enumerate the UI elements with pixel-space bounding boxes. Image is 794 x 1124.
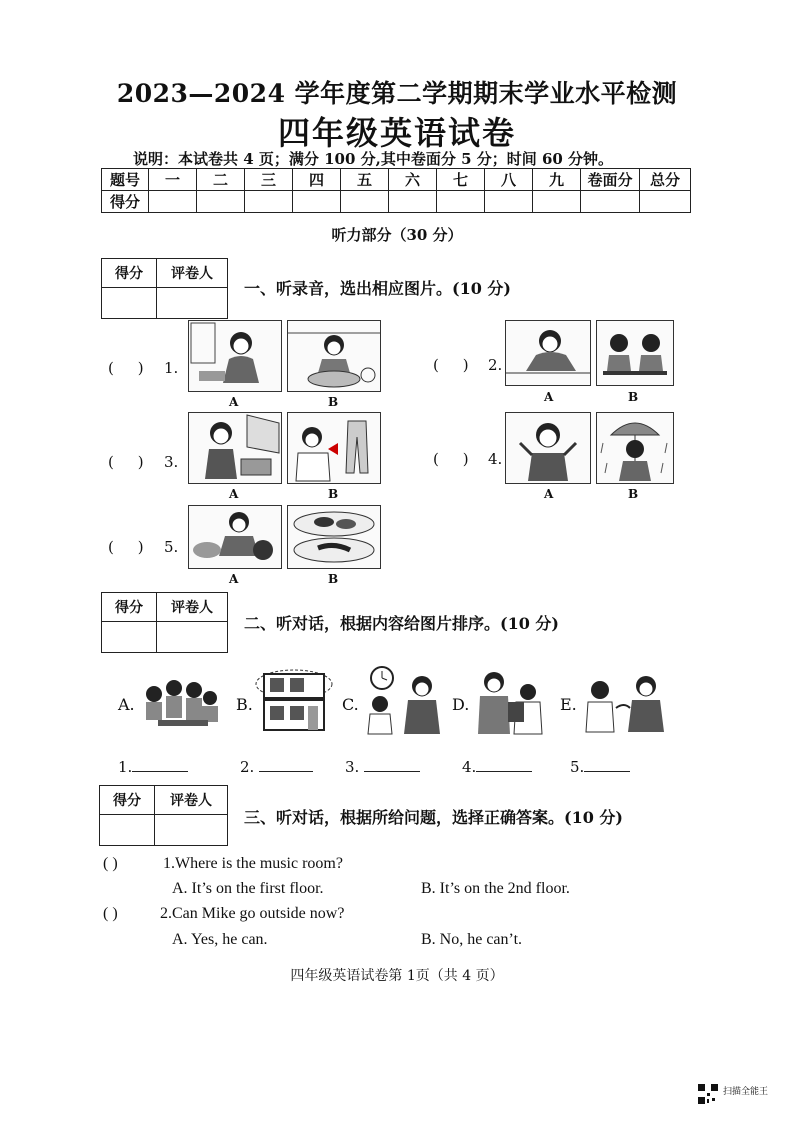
- order-number: 4.: [462, 758, 477, 776]
- answer-paren[interactable]: ( ): [433, 450, 469, 468]
- grader-score-label: 得分: [102, 259, 157, 288]
- part1-heading: 一、听录音，选出相应图片。(10 分): [244, 279, 511, 298]
- question-1-option-a: A. It’s on the first floor.: [172, 880, 324, 897]
- picture-4a[interactable]: [505, 412, 591, 484]
- score-cell[interactable]: [245, 191, 293, 213]
- order-blank-2[interactable]: [240, 758, 313, 776]
- score-table-col: 四: [293, 169, 341, 191]
- sequence-picture-b[interactable]: [252, 666, 336, 734]
- score-table-col: 一: [149, 169, 197, 191]
- item-number: 2.: [488, 356, 503, 374]
- score-table-col: 七: [437, 169, 485, 191]
- score-cell[interactable]: [293, 191, 341, 213]
- listening-heading: 听力部分（30 分）: [331, 226, 463, 244]
- option-a-label: A: [544, 390, 554, 404]
- grader-name-cell[interactable]: [155, 815, 228, 846]
- score-table-col: 三: [245, 169, 293, 191]
- score-cell[interactable]: [149, 191, 197, 213]
- grader-score-label: 得分: [102, 593, 157, 622]
- option-a-label: A: [229, 395, 239, 409]
- score-table-col: 九: [533, 169, 581, 191]
- answer-paren[interactable]: ( ): [108, 538, 144, 556]
- picture-1a[interactable]: [188, 320, 282, 392]
- option-b-label: B: [328, 395, 339, 409]
- score-cell[interactable]: [581, 191, 640, 213]
- scanner-brand: 扫描全能王: [723, 1087, 769, 1097]
- score-cell[interactable]: [485, 191, 533, 213]
- option-a-label: A: [544, 487, 554, 501]
- part3-heading: 三、听对话，根据所给问题，选择正确答案。(10 分): [244, 808, 623, 827]
- picture-5a[interactable]: [188, 505, 282, 569]
- option-a-label: A: [229, 572, 239, 586]
- question-2-option-a: A. Yes, he can.: [172, 931, 268, 948]
- sequence-letter: B.: [236, 695, 253, 714]
- item-number: 4.: [488, 450, 503, 468]
- answer-paren[interactable]: ( ): [103, 905, 118, 922]
- picture-4b[interactable]: [596, 412, 674, 484]
- score-table-col: 六: [389, 169, 437, 191]
- page-footer: 四年级英语试卷第 1页（共 4 页）: [290, 968, 504, 984]
- sequence-letter: D.: [452, 695, 470, 714]
- question-1-option-b: B. It’s on the 2nd floor.: [421, 880, 570, 897]
- picture-2a[interactable]: [505, 320, 591, 386]
- sequence-letter: C.: [342, 695, 359, 714]
- order-number: 1.: [118, 758, 133, 776]
- order-number: 2.: [240, 758, 255, 776]
- order-number: 3.: [345, 758, 360, 776]
- sequence-letter: A.: [118, 695, 135, 714]
- order-number: 5.: [570, 758, 585, 776]
- exam-subtitle: 四年级英语试卷: [277, 114, 516, 152]
- picture-3b[interactable]: [287, 412, 381, 484]
- grader-box-1: [101, 258, 228, 319]
- answer-paren[interactable]: ( ): [103, 855, 118, 872]
- answer-paren[interactable]: ( ): [433, 356, 469, 374]
- picture-1b[interactable]: [287, 320, 381, 392]
- score-cell[interactable]: [533, 191, 581, 213]
- score-cell[interactable]: [341, 191, 389, 213]
- score-table-col: 八: [485, 169, 533, 191]
- score-table-col: 卷面分: [581, 169, 640, 191]
- grader-box-3: [99, 785, 228, 846]
- option-a-label: A: [229, 487, 239, 501]
- option-b-label: B: [628, 487, 639, 501]
- option-b-label: B: [628, 390, 639, 404]
- score-table-col: 五: [341, 169, 389, 191]
- qr-code-icon: [697, 1083, 719, 1105]
- score-table: [101, 168, 691, 213]
- score-cell[interactable]: [197, 191, 245, 213]
- answer-paren[interactable]: ( ): [108, 359, 144, 377]
- grader-box-2: [101, 592, 228, 653]
- order-blank-5[interactable]: [570, 758, 630, 776]
- grader-score-label: 得分: [100, 786, 155, 815]
- option-b-label: B: [328, 487, 339, 501]
- answer-paren[interactable]: ( ): [108, 453, 144, 471]
- exam-instructions: 说明：本试卷共 4 页；满分 100 分,其中卷面分 5 分；时间 60 分钟。: [133, 150, 614, 168]
- score-table-col: 二: [197, 169, 245, 191]
- order-blank-3[interactable]: [345, 758, 420, 776]
- sequence-picture-d[interactable]: [470, 668, 554, 736]
- score-table-row-label: 得分: [102, 191, 149, 213]
- grader-score-cell[interactable]: [102, 622, 157, 653]
- grader-score-cell[interactable]: [102, 288, 157, 319]
- score-cell[interactable]: [640, 191, 691, 213]
- grader-score-cell[interactable]: [100, 815, 155, 846]
- item-number: 3.: [164, 453, 179, 471]
- grader-name-label: 评卷人: [157, 259, 228, 288]
- grader-name-cell[interactable]: [157, 288, 228, 319]
- picture-2b[interactable]: [596, 320, 674, 386]
- order-blank-4[interactable]: [462, 758, 532, 776]
- order-blank-1[interactable]: [118, 758, 188, 776]
- sequence-picture-c[interactable]: [360, 664, 450, 736]
- sequence-picture-e[interactable]: [580, 672, 668, 734]
- item-number: 5.: [164, 538, 179, 556]
- question-2-option-b: B. No, he can’t.: [421, 931, 523, 948]
- score-table-col: 总分: [640, 169, 691, 191]
- sequence-picture-a[interactable]: [138, 672, 224, 734]
- sequence-letter: E.: [560, 695, 577, 714]
- score-cell[interactable]: [437, 191, 485, 213]
- grader-name-label: 评卷人: [155, 786, 228, 815]
- grader-name-label: 评卷人: [157, 593, 228, 622]
- score-cell[interactable]: [389, 191, 437, 213]
- question-2-text: 2.Can Mike go outside now?: [160, 905, 345, 922]
- exam-title: 2023—2024 学年度第二学期期末学业水平检测: [116, 79, 678, 108]
- part2-heading: 二、听对话，根据内容给图片排序。(10 分): [244, 614, 559, 633]
- item-number: 1.: [164, 359, 179, 377]
- score-table-row-label: 题号: [102, 169, 149, 191]
- picture-5b[interactable]: [287, 505, 381, 569]
- option-b-label: B: [328, 572, 339, 586]
- picture-3a[interactable]: [188, 412, 282, 484]
- question-1-text: 1.Where is the music room?: [163, 855, 343, 872]
- grader-name-cell[interactable]: [157, 622, 228, 653]
